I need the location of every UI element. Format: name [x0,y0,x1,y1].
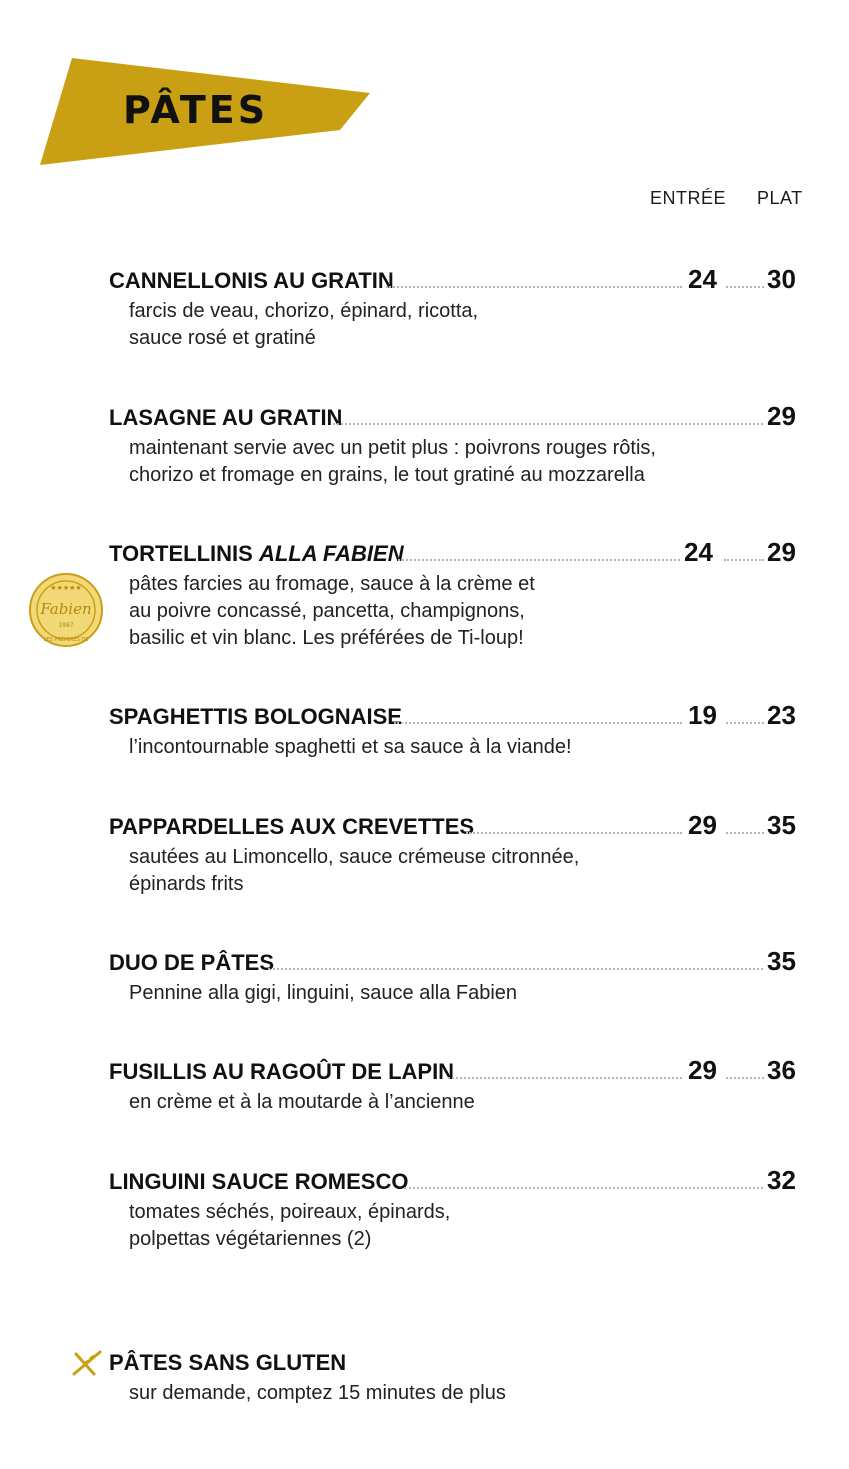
svg-text:1987: 1987 [58,622,74,629]
item-name: FUSILLIS AU RAGOÛT DE LAPIN [109,1059,455,1084]
item-description: l’incontournable spaghetti et sa sauce à la viande! [129,736,572,758]
item-name: LASAGNE AU GRATIN [109,405,343,430]
dot-leader [726,1077,764,1079]
fabien-seal-icon [28,572,104,648]
item-name: PAPPARDELLES AUX CREVETTES [109,814,475,839]
menu-item [0,1165,849,1253]
dot-leader [466,832,682,834]
item-name: TORTELLINIS ALLA FABIEN [109,541,404,566]
price-entree: 24 [688,264,717,294]
item-description: Pennine alla gigi, linguini, sauce alla Fabien [129,982,518,1004]
column-header-entree: ENTRÉE [650,188,727,208]
dot-leader [448,1077,682,1079]
item-name: DUO DE PÂTES [109,950,275,975]
dot-leader [398,559,680,561]
price-plat: 29 [767,537,796,567]
svg-text:Fabien: Fabien [40,600,92,618]
dot-leader [394,722,682,724]
price-entree: 29 [688,1055,717,1085]
item-name: LINGUINI SAUCE ROMESCO [109,1169,409,1194]
item-description: farcis de veau, chorizo, épinard, ricotta, sauce rosé et gratiné [129,300,479,349]
menu-item [0,946,849,1007]
item-name: CANNELLONIS AU GRATIN [109,268,394,293]
price-plat: 29 [767,401,796,431]
price-entree: 24 [684,537,713,567]
price-plat: 35 [767,946,796,976]
item-description: pâtes farcies au fromage, sauce à la crème et au poivre concassé, pancetta, champignons, basilic et vin blanc. Les préférées de Ti-loup! [129,573,535,649]
price-plat: 35 [767,810,796,840]
dot-leader [726,286,764,288]
dot-leader [404,1187,763,1189]
dot-leader [268,968,763,970]
section-banner [0,0,849,180]
svg-text:★★★★★: ★★★★★ [50,584,82,592]
item-description: maintenant servie avec un petit plus : poivrons rouges rôtis, chorizo et fromage en grains, le tout gratiné au mozzarella [129,437,656,486]
price-plat: 30 [767,264,796,294]
menu-item [0,700,849,761]
price-plat: 32 [767,1165,796,1195]
menu-item [0,401,849,489]
menu-item [0,810,849,898]
dot-leader [333,423,763,425]
price-entree: 19 [688,700,717,730]
dot-leader [726,722,764,724]
item-description: tomates séchés, poireaux, épinards, polpettas végétariennes (2) [129,1201,451,1250]
price-entree: 29 [688,810,717,840]
item-description: sautées au Limoncello, sauce crémeuse citronnée, épinards frits [129,846,580,895]
item-name: PÂTES SANS GLUTEN [109,1350,347,1375]
item-description: en crème et à la moutarde à l’ancienne [129,1091,475,1113]
svg-text:LES PRÉFÉRÉS DE: LES PRÉFÉRÉS DE [43,637,89,643]
menu-item [0,264,849,352]
menu-item [0,1055,849,1116]
column-header-plat: PLAT [757,188,803,208]
price-plat: 36 [767,1055,796,1085]
section-title: PÂTES [123,88,269,132]
dot-leader [724,559,764,561]
dot-leader [726,832,764,834]
item-name: SPAGHETTIS BOLOGNAISE [109,704,402,729]
price-plat: 23 [767,700,796,730]
item-description: sur demande, comptez 15 minutes de plus [129,1382,506,1404]
menu-item [0,537,849,652]
gluten-free-item [0,1350,849,1407]
dot-leader [386,286,682,288]
